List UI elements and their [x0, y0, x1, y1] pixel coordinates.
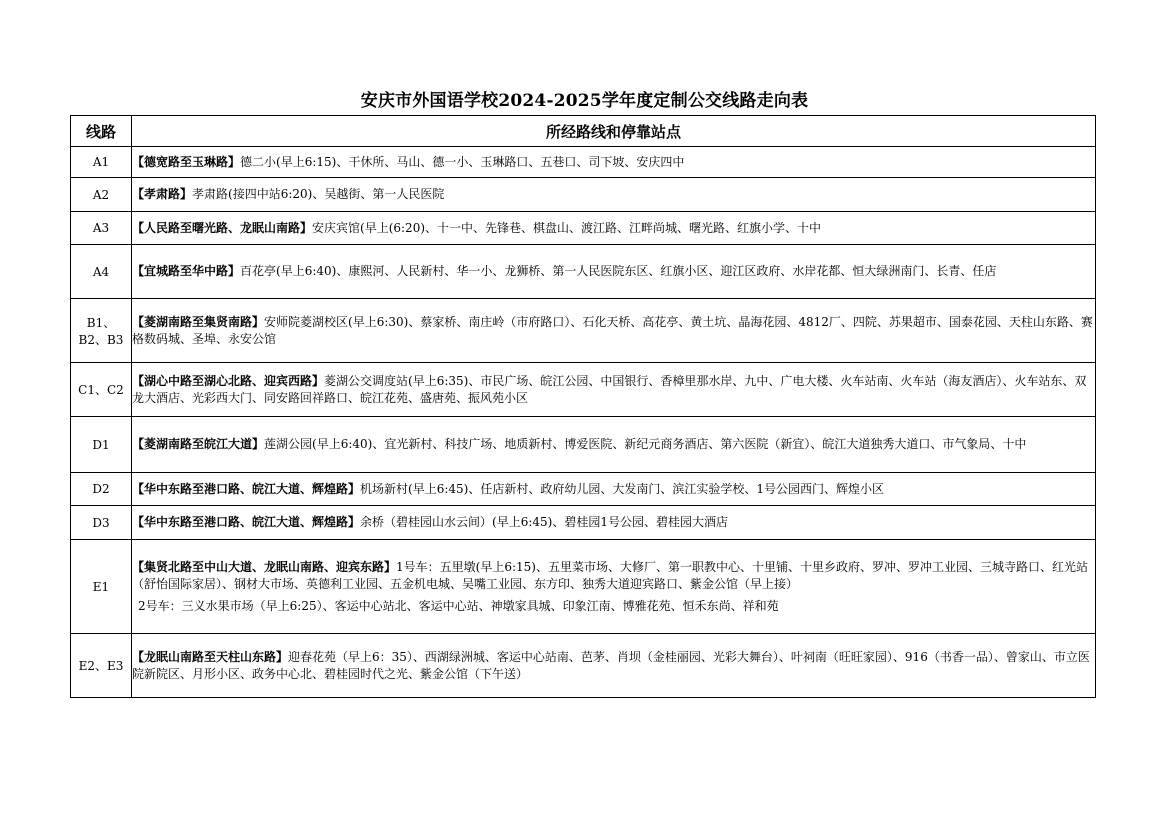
route-stops: 莲湖公园(早上6:40)、宜光新村、科技广场、地质新村、博爱医院、新纪元商务酒店、第六医院（新宜）、皖江大道独秀大道口、市气象局、十中 — [264, 437, 1027, 451]
header-line: 线路 — [71, 116, 132, 147]
route-stops: 1号车：五里墩(早上6:15)、五里菜市场、大修厂、第一职教中心、十里铺、十里乡政府、罗冲、罗冲工业园、三城寺路口、红光站（舒怡国际家居）、钢材大市场、英德利工业园、五金机电城、吴嘴工业园、东方印、独秀大道迎宾路口、紫金公馆（早上接） — [132, 559, 1088, 591]
route-stops: 菱湖公交调度站(早上6:35)、市民广场、皖江公园、中国银行、香樟里那水岸、九中、广电大楼、火车站南、火车站（海友酒店）、火车站东、双龙大酒店、光彩西大门、同安路回祥路口、皖江花苑、盛唐苑、振风苑小区 — [132, 373, 1087, 405]
route-stops: 机场新村(早上6:45)、任店新村、政府幼儿园、大发南门、滨江实验学校、1号公园西门、辉煌小区 — [360, 481, 884, 496]
line-cell: D1 — [71, 417, 132, 473]
line-cell: B1、B2、B3 — [71, 299, 132, 363]
header-stops: 所经路线和停靠站点 — [132, 116, 1096, 147]
stops-cell — [132, 212, 1096, 245]
line-cell: E2、E3 — [71, 634, 132, 698]
route-stops: 安师院菱湖校区(早上6:30)、蔡家桥、南庄岭（市府路口）、石化天桥、高花亭、黄土坑、晶海花园、4812厂、四院、苏果超市、国泰花园、天柱山东路、赛格数码城、圣埠、永安公馆 — [132, 314, 1093, 346]
line-cell: D2 — [71, 473, 132, 506]
stops-cell — [132, 417, 1096, 473]
route-segment: 【菱湖南路至集贤南路】 — [132, 314, 265, 329]
table-row — [71, 147, 1096, 178]
route-segment: 【宜城路至华中路】 — [132, 264, 241, 278]
line-cell: D3 — [71, 506, 132, 540]
route-stops: 安庆宾馆(早上(6:20)、十一中、先锋巷、棋盘山、渡江路、江畔尚城、曙光路、红旗小学、十中 — [312, 220, 822, 235]
route-segment: 【集贤北路至中山大道、龙眠山南路、迎宾东路】 — [132, 559, 397, 574]
stops-cell — [132, 363, 1096, 417]
route-segment: 【华中东路至港口路、皖江大道、辉煌路】 — [132, 481, 361, 496]
stops-cell — [132, 506, 1096, 540]
route-stops: 百花亭(早上6:40)、康熙河、人民新村、华一小、龙狮桥、第一人民医院东区、红旗小区、迎江区政府、水岸花都、恒大绿洲南门、长青、任店 — [240, 264, 997, 278]
table-row — [71, 506, 1096, 540]
route-stops-car2: 2号车：三义水果市场（早上6:25）、客运中心站北、客运中心站、神墩家具城、印象江南、博雅花苑、恒禾东尚、祥和苑 — [138, 598, 779, 613]
page-title: 安庆市外国语学校2024-2025学年度定制公交线路走向表 — [360, 91, 809, 111]
route-segment: 【龙眠山南路至天柱山东路】 — [132, 649, 289, 664]
table-row — [71, 634, 1096, 698]
route-segment: 【菱湖南路至皖江大道】 — [132, 437, 265, 451]
route-segment: 【德宽路至玉琳路】 — [132, 154, 241, 169]
table-row — [71, 473, 1096, 506]
route-segment: 【华中东路至港口路、皖江大道、辉煌路】 — [132, 515, 361, 529]
stops-cell — [132, 245, 1096, 299]
stops-cell — [132, 299, 1096, 363]
line-cell: A2 — [71, 178, 132, 212]
line-cell: A3 — [71, 212, 132, 245]
stops-cell — [132, 540, 1096, 634]
line-cell: A4 — [71, 245, 132, 299]
line-cell: C1、C2 — [71, 363, 132, 417]
stops-cell — [132, 473, 1096, 506]
route-stops: 余桥（碧桂园山水云间）(早上6:45)、碧桂园1号公园、碧桂园大酒店 — [360, 515, 728, 529]
stops-cell — [132, 634, 1096, 698]
table-row — [71, 178, 1096, 212]
table-row — [71, 212, 1096, 245]
stops-cell — [132, 178, 1096, 212]
line-cell: A1 — [71, 147, 132, 178]
table-row — [71, 417, 1096, 473]
route-stops: 孝肃路(接四中站6:20)、吴越街、第一人民医院 — [192, 187, 445, 201]
table-row — [71, 245, 1096, 299]
stops-cell — [132, 147, 1096, 178]
routes-table — [70, 115, 1096, 698]
table-row — [71, 299, 1096, 363]
route-stops: 德二小(早上6:15)、干休所、马山、德一小、玉琳路口、五巷口、司下坡、安庆四中 — [240, 154, 685, 169]
table-header-row — [71, 116, 1096, 147]
route-segment: 【孝肃路】 — [132, 187, 193, 201]
route-segment: 【人民路至曙光路、龙眠山南路】 — [132, 220, 313, 235]
line-cell: E1 — [71, 540, 132, 634]
route-stops: 迎春花苑（早上6：35）、西湖绿洲城、客运中心站南、芭茅、肖坝（金桂丽园、光彩大舞台）、叶祠南（旺旺家园）、916（书香一品）、曾家山、市立医院新院区、月形小区、政务中心北、碧桂园时代之光、紫金公馆（下午送） — [132, 649, 1090, 681]
table-row — [71, 363, 1096, 417]
route-segment: 【湖心中路至湖心北路、迎宾西路】 — [132, 373, 325, 388]
table-row — [71, 540, 1096, 634]
